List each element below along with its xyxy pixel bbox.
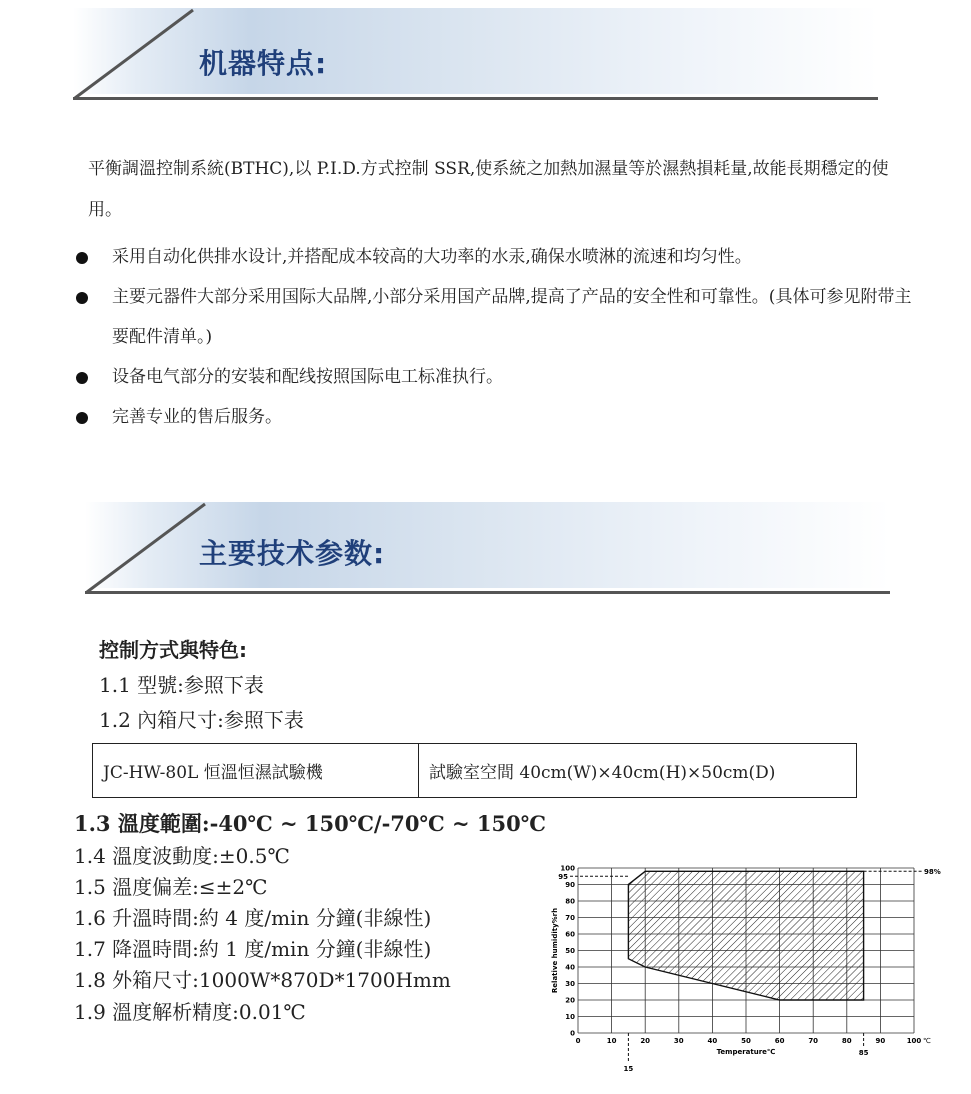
banner-rule <box>73 97 878 100</box>
spec-model: 1.1 型號:参照下表 <box>99 673 264 697</box>
x-tick-label: 10 <box>606 1037 617 1045</box>
x-tick-label: 50 <box>741 1037 751 1045</box>
y-tick-label: 20 <box>565 996 575 1005</box>
y-tick-label: 90 <box>565 881 575 889</box>
x-axis-label: Temperature℃ <box>716 1048 776 1056</box>
y-tick-label: 40 <box>565 963 575 972</box>
bullet-icon <box>76 372 88 384</box>
spec-inner-size: 1.2 內箱尺寸:参照下表 <box>99 708 304 732</box>
section-title-features: 机器特点: <box>199 47 328 80</box>
spec-heating-time: 1.6 升溫時間:約 4 度/min 分鐘(非線性) <box>74 906 432 930</box>
list-item <box>70 357 920 397</box>
annotation-x85: 85 <box>858 1049 869 1057</box>
x-tick-label: 70 <box>808 1037 819 1045</box>
spec-temp-fluctuation: 1.4 溫度波動度:±0.5℃ <box>74 844 290 868</box>
section-banner-specs <box>85 502 890 594</box>
list-item <box>70 397 920 437</box>
banner-rule <box>85 591 890 594</box>
section-title-specs: 主要技术参数: <box>199 537 386 570</box>
bullet-text: 采用自动化供排水设计,并搭配成本较高的大功率的水汞,确保水喷淋的流速和均匀性。 <box>112 247 752 267</box>
bullet-text: 主要元器件大部分采用国际大品牌,小部分采用国产品牌,提高了产品的安全性和可靠性。(具体可参见附带主要配件清单。) <box>112 287 912 347</box>
table-cell-space: 試驗室空間 40cm(W)×40cm(H)×50cm(D) <box>419 744 857 798</box>
control-heading: 控制方式與特色: <box>99 638 247 662</box>
y-tick-label: 0 <box>570 1029 575 1038</box>
bullet-text: 设备电气部分的安装和配线按照国际电工标准执行。 <box>112 367 503 387</box>
bullet-icon <box>76 412 88 424</box>
feature-list <box>70 237 920 437</box>
banner-slash-icon <box>85 502 215 594</box>
y-axis-label: Relative humidity%rh <box>551 907 559 994</box>
y-tick-label: 10 <box>565 1013 575 1021</box>
humidity-temperature-chart <box>548 860 953 1072</box>
x-unit-label: ℃ <box>923 1037 931 1045</box>
bullet-icon <box>76 292 88 304</box>
x-tick-label: 20 <box>640 1037 651 1045</box>
y-tick-label: 60 <box>565 930 575 939</box>
spec-resolution: 1.9 溫度解析精度:0.01℃ <box>74 1000 306 1024</box>
x-tick-label: 90 <box>875 1037 886 1045</box>
x-tick-label: 0 <box>575 1037 581 1045</box>
annotation-x15: 15 <box>623 1065 634 1072</box>
bullet-text: 完善专业的售后服务。 <box>112 407 282 427</box>
operating-region <box>628 871 863 1000</box>
spec-outer-size: 1.8 外箱尺寸:1000W*870D*1700Hmm <box>74 968 451 992</box>
spec-temp-deviation: 1.5 溫度偏差:≤±2℃ <box>74 875 268 899</box>
section-banner-features <box>73 8 878 100</box>
y-tick-label: 30 <box>565 980 575 988</box>
y-tick-label: 100 <box>560 864 575 873</box>
list-item <box>70 277 920 357</box>
model-table <box>92 743 857 798</box>
x-tick-label: 100 <box>906 1037 922 1045</box>
x-tick-label: 80 <box>841 1037 852 1045</box>
bullet-icon <box>76 252 88 264</box>
y-tick-label: 80 <box>565 897 575 906</box>
x-tick-label: 40 <box>707 1037 718 1045</box>
x-tick-label: 60 <box>774 1037 785 1045</box>
banner-slash-icon <box>73 8 203 100</box>
table-cell-model: JC-HW-80L 恒溫恒濕試驗機 <box>93 744 419 798</box>
spec-temp-range: 1.3 溫度範圍:-40℃ ~ 150℃/-70℃ ~ 150℃ <box>74 811 546 836</box>
annotation-y98: 98% <box>924 867 941 876</box>
y-tick-label: 50 <box>565 947 575 955</box>
spec-cooling-time: 1.7 降溫時間:約 1 度/min 分鐘(非線性) <box>74 937 432 961</box>
list-item <box>70 237 920 277</box>
table-row <box>93 744 857 798</box>
annotation-y95: 95 <box>558 872 568 881</box>
x-tick-label: 30 <box>673 1037 684 1045</box>
intro-paragraph: 平衡調溫控制系統(BTHC),以 P.I.D.方式控制 SSR,使系統之加熱加濕量等於濕熱損耗量,故能長期穩定的使用。 <box>88 159 889 220</box>
y-tick-label: 70 <box>565 914 575 922</box>
